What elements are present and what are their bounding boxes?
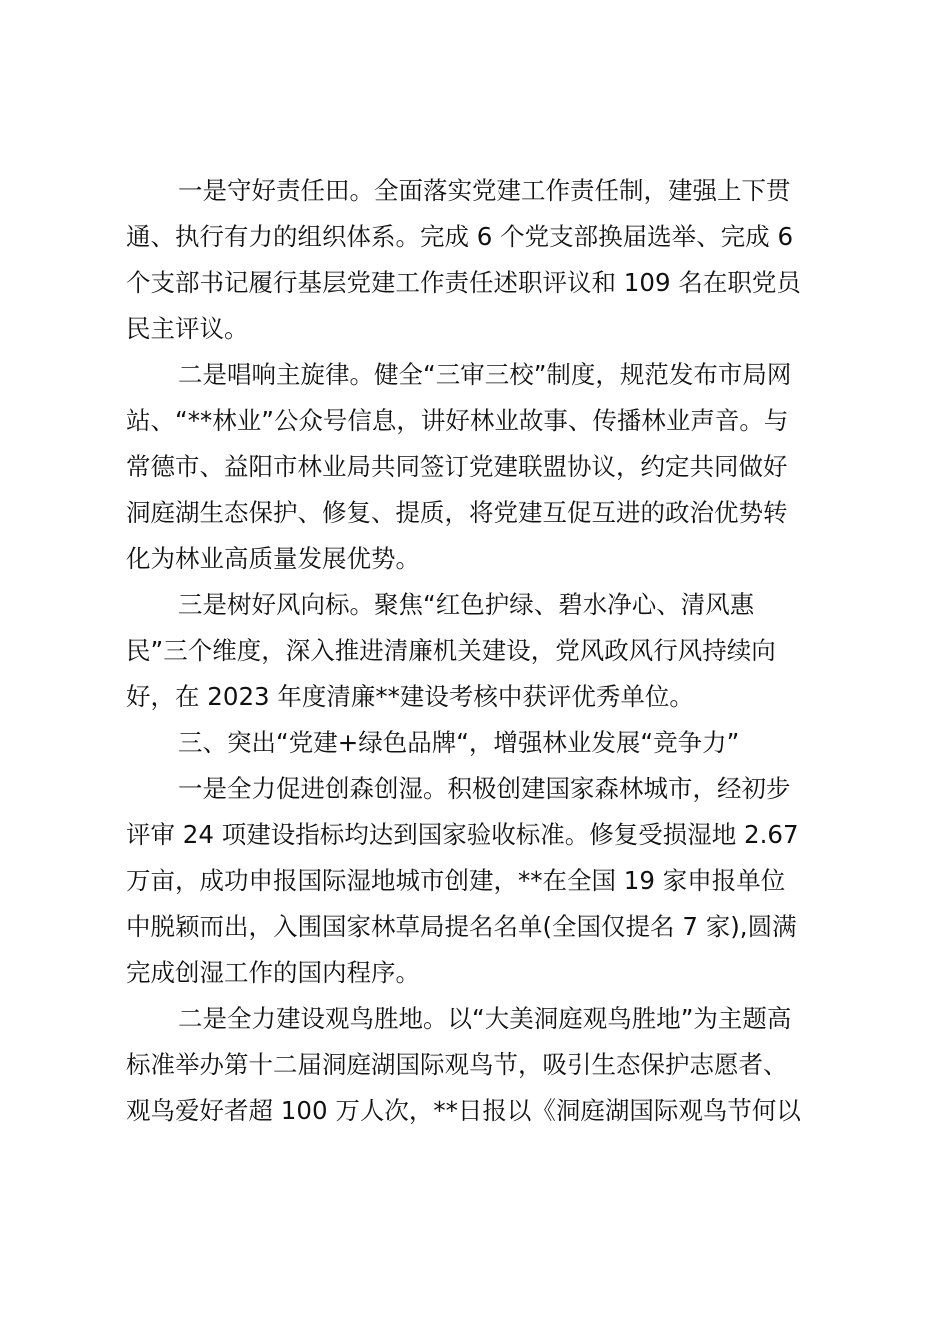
text-line: 观鸟爱好者超 100 万人次，**日报以《洞庭湖国际观鸟节何以 [126,1096,801,1125]
text-line: 万亩，成功申报国际湿地城市创建，**在全国 19 家申报单位 [126,866,786,895]
text-line: 常德市、益阳市林业局共同签订党建联盟协议，约定共同做好 [126,452,788,481]
document-body [126,168,826,1134]
text-line: 个支部书记履行基层党建工作责任述职评议和 109 名在职党员 [126,268,801,297]
text-line: 完成创湿工作的国内程序。 [126,958,420,987]
text-line: 民”三个维度，深入推进清廉机关建设，党风政风行风持续向 [126,636,776,665]
text-line: 站、“**林业”公众号信息，讲好林业故事、传播林业声音。与 [126,406,789,435]
paragraph-party-responsibility [126,168,826,352]
text-line: 民主评议。 [126,314,249,343]
paragraph-main-melody [126,352,826,582]
text-line: 三是树好风向标。聚焦“红色护绿、碧水净心、清风惠 [178,590,755,619]
text-line: 一是全力促进创森创湿。积极创建国家森林城市，经初步 [178,774,791,803]
text-line: 二是全力建设观鸟胜地。以“大美洞庭观鸟胜地”为主题高 [178,1004,792,1033]
text-line: 通、执行有力的组织体系。完成 6 个党支部换届选举、完成 6 [126,222,794,251]
text-line: 评审 24 项建设指标均达到国家验收标准。修复受损湿地 2.67 [126,820,799,849]
paragraph-bird-watching [126,996,826,1134]
paragraph-forest-wetland [126,766,826,996]
section-heading [126,720,826,766]
text-line: 化为林业高质量发展优势。 [126,544,420,573]
text-line: 一是守好责任田。全面落实党建工作责任制，建强上下贯 [178,176,791,205]
text-line: 标准举办第十二届洞庭湖国际观鸟节，吸引生态保护志愿者、 [126,1050,788,1079]
section-heading-text: 三、突出“党建+绿色品牌“，增强林业发展“竞争力” [178,728,740,757]
text-line: 洞庭湖生态保护、修复、提质，将党建互促互进的政治优势转 [126,498,788,527]
text-line: 好，在 2023 年度清廉**建设考核中获评优秀单位。 [126,682,694,711]
paragraph-clean-government [126,582,826,720]
text-line: 二是唱响主旋律。健全“三审三校”制度，规范发布市局网 [178,360,792,389]
text-line: 中脱颖而出，入围国家林草局提名名单(全国仅提名 7 家),圆满 [126,912,797,941]
